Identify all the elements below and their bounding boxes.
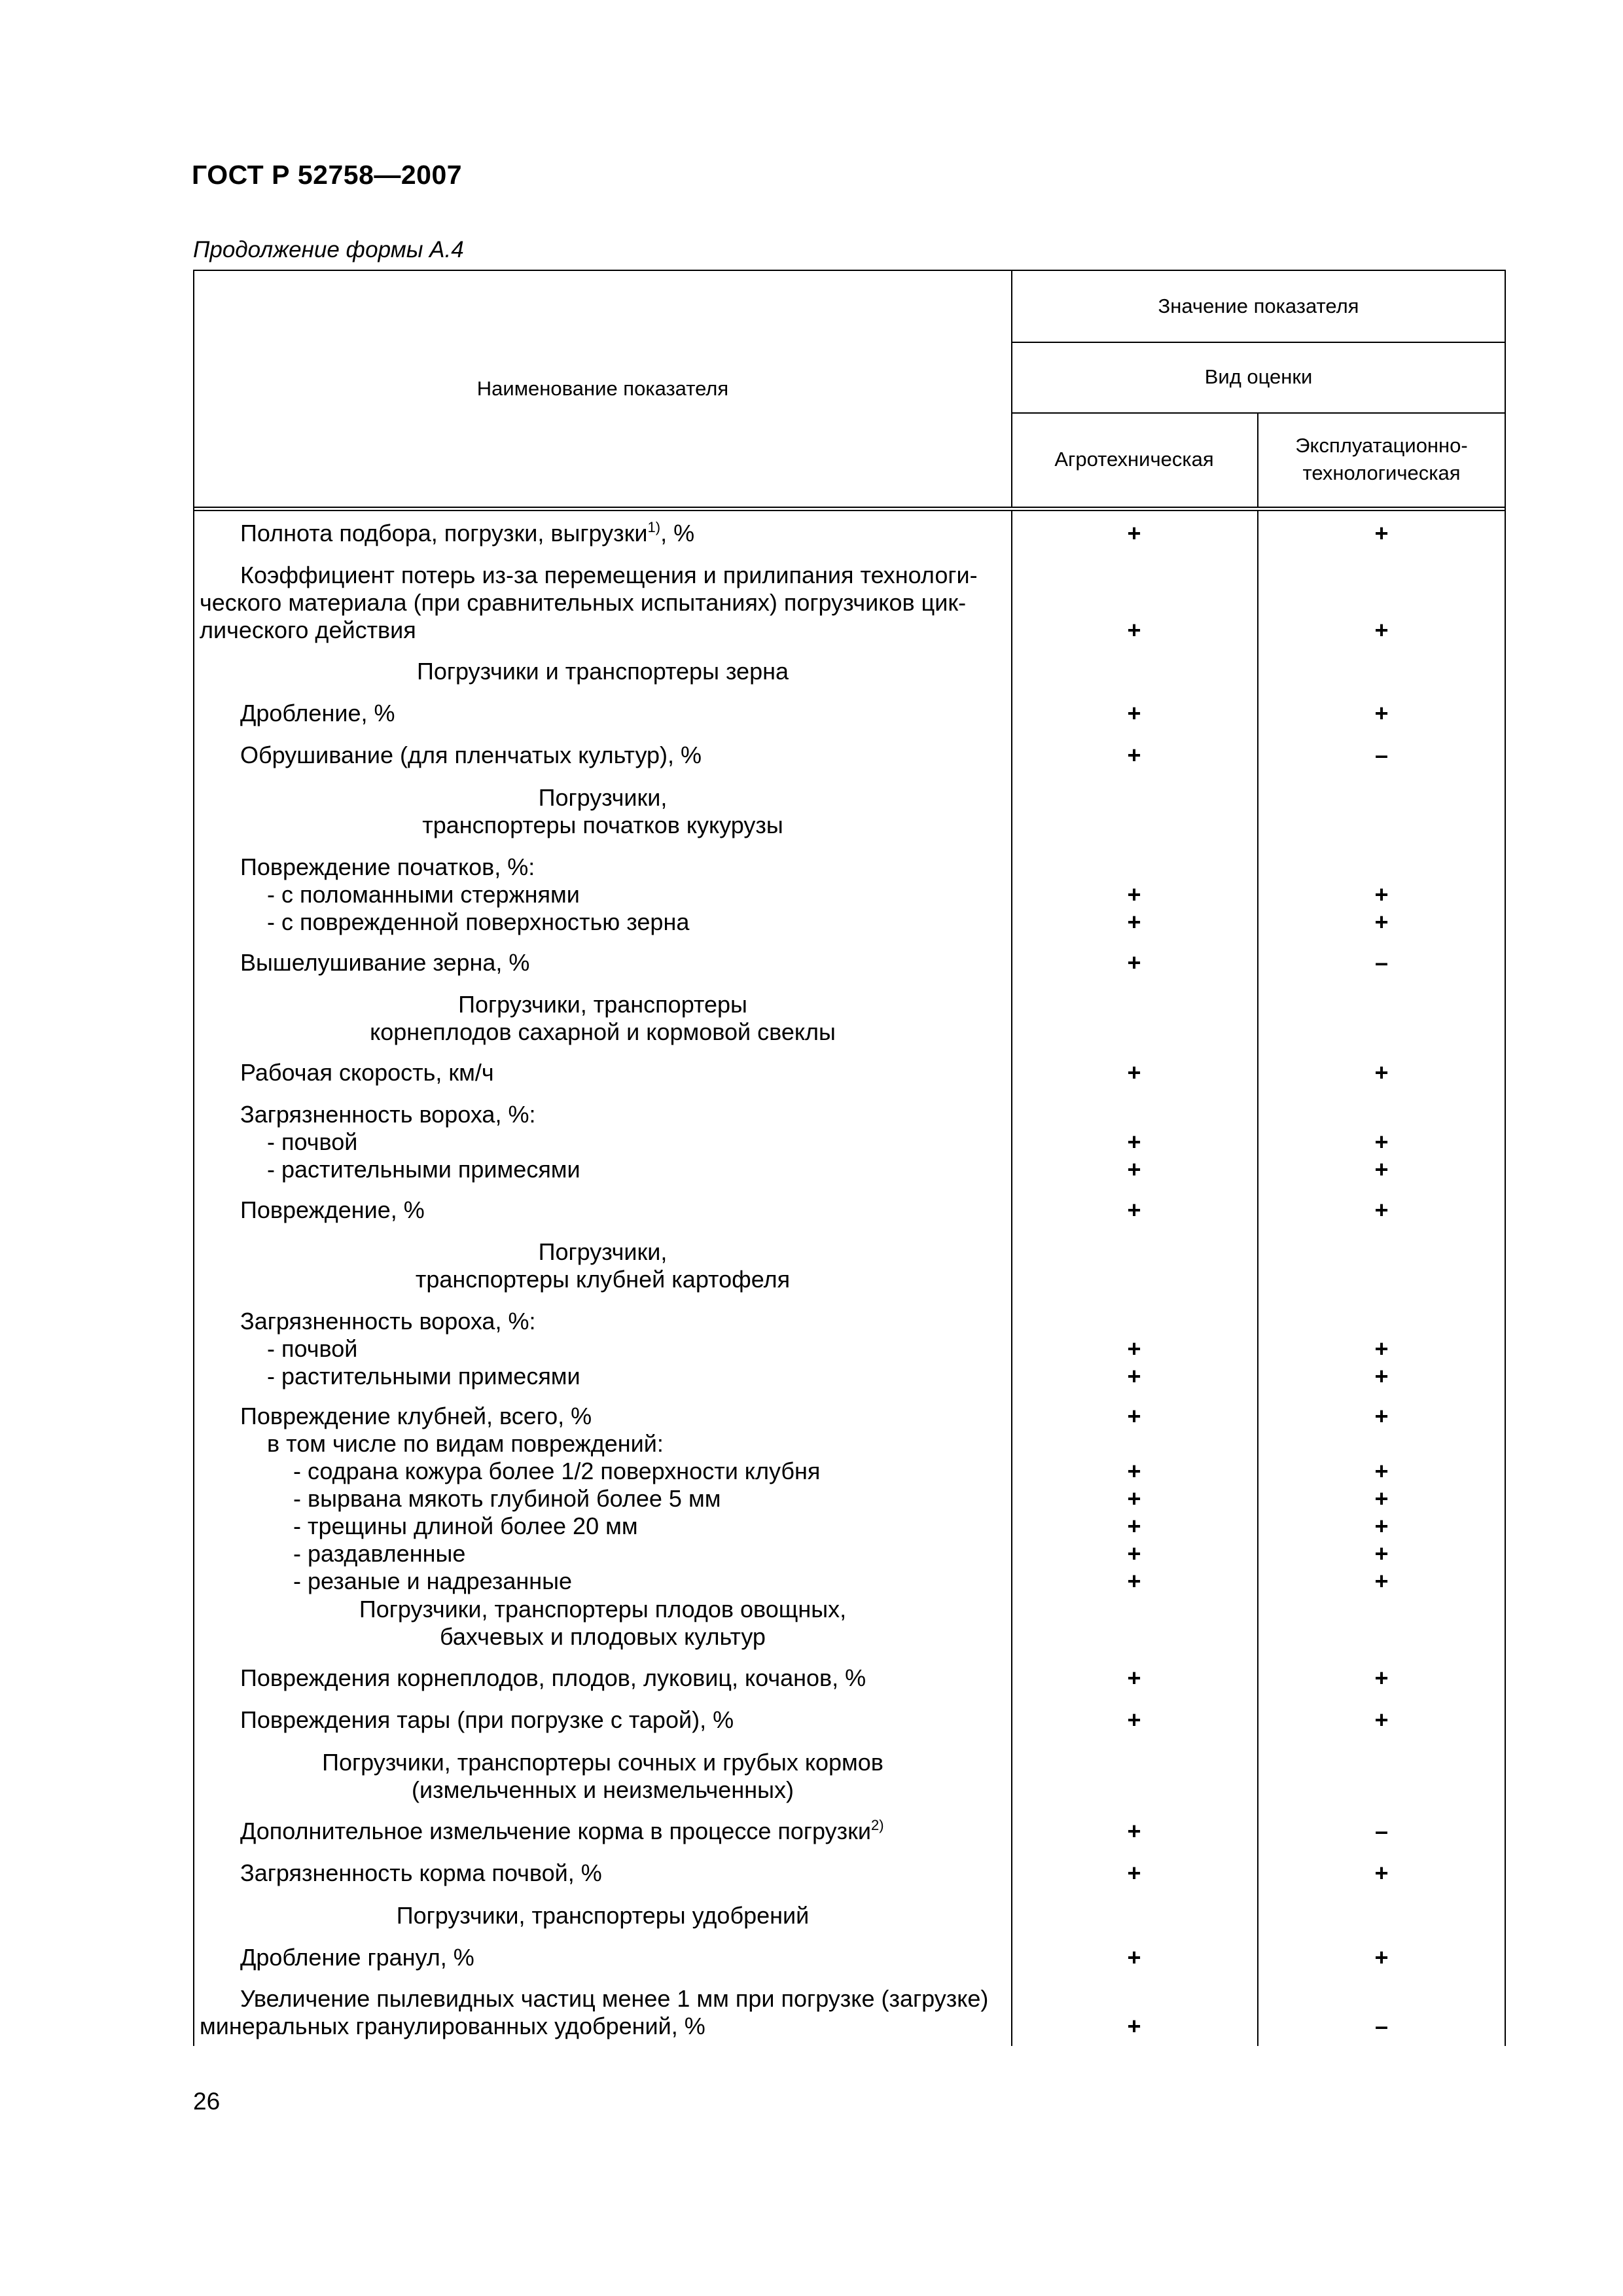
cell-agro: + — [1127, 1059, 1141, 1086]
row-subitem: - раздавленные — [293, 1540, 466, 1567]
cell-expl: + — [1374, 1485, 1389, 1512]
row-subitem: - растительными примесями — [267, 1156, 580, 1183]
cell-agro: + — [1127, 1363, 1141, 1390]
section-title: Погрузчики, транспортеры плодов овощных, — [359, 1596, 847, 1623]
cell-expl: – — [1374, 2013, 1389, 2039]
section-title: Погрузчики, — [538, 784, 668, 811]
row-subitem: - растительными примесями — [267, 1363, 580, 1390]
cell-agro: + — [1127, 908, 1141, 935]
cell-expl: + — [1374, 1156, 1389, 1183]
header-value-label: Значение показателя — [1158, 295, 1359, 317]
header-col-expl — [1257, 412, 1506, 507]
cell-agro: + — [1127, 1513, 1141, 1539]
row-name: Дробление, % — [240, 700, 395, 726]
cell-expl: + — [1374, 1540, 1389, 1567]
cell-expl: + — [1374, 1363, 1389, 1390]
row-name: Дополнительное измельчение корма в процессе погрузки — [240, 1818, 871, 1844]
cell-expl: + — [1374, 700, 1389, 726]
row-subitem: - с поврежденной поверхностью зерна — [267, 908, 690, 935]
cell-expl: + — [1374, 1059, 1389, 1086]
cell-agro: + — [1127, 1540, 1141, 1567]
section-title: транспортеры клубней картофеля — [415, 1266, 791, 1293]
row-name: Повреждение початков, %: — [240, 853, 535, 880]
cell-expl: + — [1374, 1706, 1389, 1733]
header-eval-label: Вид оценки — [1204, 365, 1313, 388]
cell-agro: + — [1127, 520, 1141, 547]
row-name-tail: , % — [660, 520, 695, 547]
cell-expl: + — [1374, 520, 1389, 547]
row-name: Вышелушивание зерна, % — [240, 949, 530, 976]
row-subitem: - вырвана мякоть глубиной более 5 мм — [293, 1485, 721, 1512]
header-expl-label: Эксплуатационно-технологическая — [1295, 434, 1468, 484]
cell-agro: + — [1127, 1859, 1141, 1886]
indicator-table — [193, 270, 1506, 2046]
cell-expl: + — [1374, 1859, 1389, 1886]
header-bottom-border — [194, 507, 1505, 511]
cell-agro: + — [1127, 1156, 1141, 1183]
document-title: ГОСТ Р 52758—2007 — [192, 160, 463, 190]
cell-agro: + — [1127, 1128, 1141, 1155]
cell-agro: + — [1127, 949, 1141, 976]
cell-expl: + — [1374, 1513, 1389, 1539]
cell-agro: + — [1127, 1335, 1141, 1362]
row-name-line: минеральных гранулированных удобрений, % — [200, 2013, 705, 2039]
cell-agro: + — [1127, 1664, 1141, 1691]
cell-expl: + — [1374, 1335, 1389, 1362]
header-name-column — [194, 271, 1011, 507]
row-name-line: ческого материала (при сравнительных испытаниях) погрузчиков цик- — [200, 589, 967, 616]
row-subitem: - трещины длиной более 20 мм — [293, 1513, 638, 1539]
section-title: Погрузчики, транспортеры удобрений — [396, 1902, 810, 1929]
cell-expl: + — [1374, 1403, 1389, 1429]
cell-expl: + — [1374, 1196, 1389, 1223]
row-name: Повреждение клубней, всего, % — [240, 1403, 592, 1429]
header-name-label: Наименование показателя — [476, 377, 729, 400]
page-number: 26 — [193, 2088, 221, 2115]
cell-agro: + — [1127, 1403, 1141, 1429]
row-subitem: - с поломанными стержнями — [267, 881, 580, 908]
row-name: Обрушивание (для пленчатых культур), % — [240, 742, 702, 768]
column-divider — [1257, 412, 1258, 2046]
row-name: Загрязненность корма почвой, % — [240, 1859, 602, 1886]
cell-expl: + — [1374, 1568, 1389, 1594]
row-name: Полнота подбора, погрузки, выгрузки — [240, 520, 648, 547]
row-name-line: Увеличение пылевидных частиц менее 1 мм при погрузке (загрузке) — [240, 1985, 989, 2012]
section-title: (измельченных и неизмельченных) — [412, 1776, 794, 1803]
row-subitem: - почвой — [267, 1128, 358, 1155]
cell-agro: + — [1127, 1944, 1141, 1971]
header-value-group — [1011, 271, 1506, 342]
row-subhead: в том числе по видам повреждений: — [267, 1430, 664, 1457]
section-title: корнеплодов сахарной и кормовой свеклы — [370, 1018, 836, 1045]
cell-agro: + — [1127, 2013, 1141, 2039]
row-name-line: лического действия — [200, 617, 416, 643]
cell-agro: + — [1127, 617, 1141, 643]
section-title: Погрузчики, транспортеры — [458, 991, 747, 1018]
section-title: бахчевых и плодовых культур — [440, 1623, 766, 1650]
row-name: Повреждения корнеплодов, плодов, луковиц, кочанов, % — [240, 1664, 866, 1691]
cell-expl: + — [1374, 1664, 1389, 1691]
header-col-agro — [1011, 412, 1257, 507]
cell-expl: + — [1374, 908, 1389, 935]
row-name: Рабочая скорость, км/ч — [240, 1059, 494, 1086]
form-caption: Продолжение формы А.4 — [193, 237, 464, 262]
row-name-line: Коэффициент потерь из-за перемещения и прилипания технологи- — [240, 562, 978, 588]
row-name: Дробление гранул, % — [240, 1944, 474, 1971]
cell-expl: – — [1374, 1818, 1389, 1844]
section-title: транспортеры початков кукурузы — [422, 812, 783, 838]
cell-agro: + — [1127, 881, 1141, 908]
cell-agro: + — [1127, 1458, 1141, 1484]
cell-agro: + — [1127, 1196, 1141, 1223]
cell-expl: + — [1374, 1944, 1389, 1971]
row-subitem: - содрана кожура более 1/2 поверхности клубня — [293, 1458, 821, 1484]
cell-agro: + — [1127, 742, 1141, 768]
row-subitem: - резаные и надрезанные — [293, 1568, 573, 1594]
row-name: Загрязненность вороха, %: — [240, 1101, 536, 1128]
section-title: Погрузчики, — [538, 1238, 668, 1265]
cell-expl: + — [1374, 1458, 1389, 1484]
cell-expl: + — [1374, 617, 1389, 643]
footnote-mark: 1) — [647, 519, 661, 535]
cell-agro: + — [1127, 1706, 1141, 1733]
header-eval-type — [1011, 342, 1506, 412]
header-agro-label: Агротехническая — [1054, 448, 1214, 471]
cell-agro: + — [1127, 1568, 1141, 1594]
cell-expl: – — [1374, 742, 1389, 768]
cell-expl: – — [1374, 949, 1389, 976]
row-name: Повреждения тары (при погрузке с тарой), % — [240, 1706, 734, 1733]
cell-agro: + — [1127, 700, 1141, 726]
row-subitem: - почвой — [267, 1335, 358, 1362]
cell-expl: + — [1374, 1128, 1389, 1155]
footnote-mark: 2) — [870, 1817, 884, 1833]
cell-agro: + — [1127, 1818, 1141, 1844]
cell-expl: + — [1374, 881, 1389, 908]
cell-agro: + — [1127, 1485, 1141, 1512]
section-title: Погрузчики, транспортеры сочных и грубых кормов — [322, 1749, 883, 1776]
row-name: Загрязненность вороха, %: — [240, 1308, 536, 1335]
section-title: Погрузчики и транспортеры зерна — [416, 658, 789, 685]
row-name: Повреждение, % — [240, 1196, 425, 1223]
